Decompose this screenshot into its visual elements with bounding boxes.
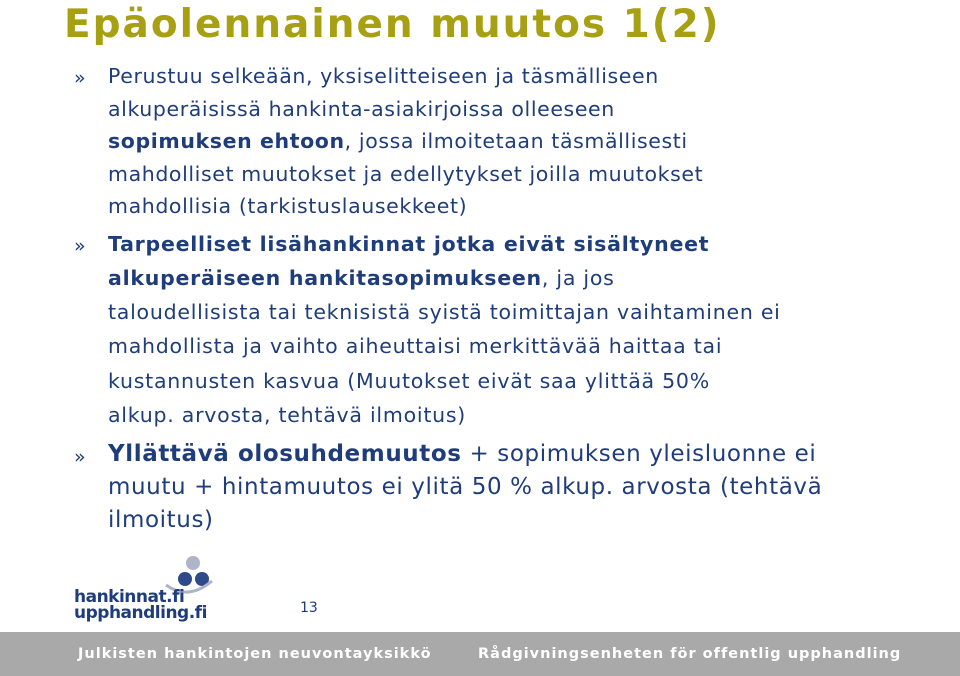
logo-text-swedish: upphandling.fi bbox=[74, 603, 207, 623]
bullet-1 bbox=[74, 60, 954, 223]
bullet-2 bbox=[74, 227, 954, 433]
bullet-2-line-5: kustannusten kasvua (Muutokset eivät saa ylittää 50% bbox=[108, 368, 710, 393]
slide-title: Epäolennainen muutos 1(2) bbox=[64, 2, 721, 47]
bullet-3-line-2: muutu + hintamuutos ei ylitä 50 % alkup. arvosta (tehtävä bbox=[108, 474, 823, 501]
bullet-3-line-3: ilmoitus) bbox=[108, 507, 214, 534]
bullet-2-line-1: Tarpeelliset lisähankinnat jotka eivät sisältyneet bbox=[108, 231, 710, 256]
bullet-2-emphasis: alkuperäiseen hankitasopimukseen bbox=[108, 265, 542, 290]
bullet-1-line-4: mahdolliset muutokset ja edellytykset joilla muutokset bbox=[108, 161, 704, 186]
footer-swedish: Rådgivningsenheten för offentlig upphandling bbox=[478, 646, 902, 662]
bullet-2-line-2 bbox=[108, 261, 954, 295]
bullet-1-line-2: alkuperäisissä hankinta-asiakirjoissa olleeseen bbox=[108, 96, 615, 121]
bullet-1-line-1: Perustuu selkeään, yksiselitteiseen ja täsmälliseen bbox=[108, 64, 659, 88]
footer-bar bbox=[0, 632, 960, 676]
logo-text-finnish: hankinnat.fi bbox=[74, 587, 185, 607]
bullet-2-line-6: alkup. arvosta, tehtävä ilmoitus) bbox=[108, 402, 467, 427]
bullet-marker: » bbox=[74, 234, 87, 257]
bullet-3-line-1 bbox=[108, 438, 954, 471]
bullet-3-emphasis: Yllättävä olosuhdemuutos bbox=[108, 441, 462, 468]
bullet-1-line-3-rest: , jossa ilmoitetaan täsmällisesti bbox=[344, 129, 688, 153]
bullet-3-line-1-rest: + sopimuksen yleisluonne ei bbox=[461, 441, 817, 468]
bullet-1-line-5: mahdollisia (tarkistuslausekkeet) bbox=[108, 194, 468, 218]
footer-finnish: Julkisten hankintojen neuvontayksikkö bbox=[78, 646, 432, 662]
bullet-2-line-3: taloudellisista tai teknisistä syistä toimittajan vaihtaminen ei bbox=[108, 300, 781, 325]
bullet-list bbox=[74, 60, 954, 537]
bullet-2-line-4: mahdollista ja vaihto aiheuttaisi merkittävää haittaa tai bbox=[108, 334, 723, 359]
bullet-marker: » bbox=[74, 67, 87, 89]
page-number: 13 bbox=[300, 600, 318, 616]
bullet-2-line-2-rest: , ja jos bbox=[541, 265, 615, 290]
bullet-1-line-3 bbox=[108, 125, 954, 158]
bullet-3 bbox=[74, 438, 954, 537]
bullet-marker: » bbox=[74, 446, 87, 469]
hankinnat-logo bbox=[74, 555, 214, 625]
bullet-1-emphasis: sopimuksen ehtoon bbox=[108, 129, 345, 153]
